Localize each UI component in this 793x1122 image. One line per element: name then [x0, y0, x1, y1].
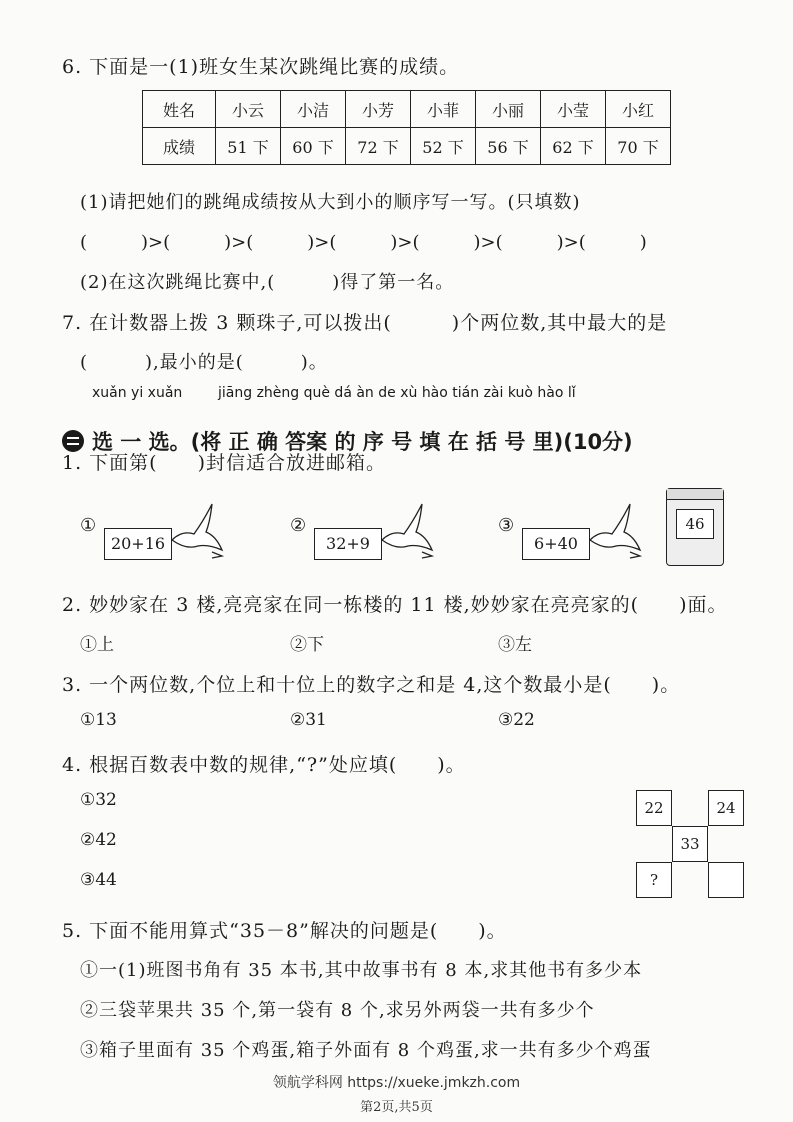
table-cell: 62 下	[541, 128, 606, 165]
s2q1-text: 1. 下面第( )封信适合放进邮箱。	[62, 452, 386, 474]
option: ③左	[498, 635, 532, 655]
table-cell: 成绩	[143, 128, 216, 165]
s2q2-text: 2. 妙妙家在 3 楼,亮亮家在同一栋楼的 11 楼,妙妙家在亮亮家的( )面。	[62, 594, 728, 616]
table-cell: 小芳	[346, 91, 411, 128]
q6-answer-blanks: ( )>( )>( )>( )>( )>( )>( )	[80, 232, 647, 253]
section-pinyin-right: jiāng zhèng què dá àn de xù hào tián zài kuò hào lǐ	[218, 385, 576, 401]
grid-cell: 33	[672, 826, 708, 862]
table-cell: 姓名	[143, 91, 216, 128]
dove-icon	[168, 500, 224, 560]
q7-line2: ( ),最小的是( )。	[80, 352, 328, 373]
option: ②三袋苹果共 35 个,第一袋有 8 个,求另外两袋一共有多少个	[80, 1000, 595, 1021]
grid-cell: 24	[708, 790, 744, 826]
table-cell: 小莹	[541, 91, 606, 128]
s2q5-text: 5. 下面不能用算式“35－8”解决的问题是( )。	[62, 920, 507, 942]
table-cell: 小菲	[411, 91, 476, 128]
envelope: 32+9	[314, 528, 382, 560]
option: ②42	[80, 830, 117, 850]
table-row	[143, 128, 671, 165]
option: ②31	[290, 710, 327, 730]
mailbox-number: 46	[676, 509, 714, 539]
table-cell: 70 下	[606, 128, 671, 165]
option: ①上	[80, 635, 114, 655]
option: ②下	[290, 635, 324, 655]
table-cell: 小红	[606, 91, 671, 128]
grid-cell: 22	[636, 790, 672, 826]
q6-sub1: (1)请把她们的跳绳成绩按从大到小的顺序写一写。(只填数)	[80, 192, 581, 213]
s2q3-text: 3. 一个两位数,个位上和十位上的数字之和是 4,这个数最小是( )。	[62, 674, 681, 696]
table-cell: 小洁	[281, 91, 346, 128]
section-title: 选 一 选。(将 正 确 答案 的 序 号 填 在 括 号 里)(10分)	[92, 430, 633, 454]
table-cell: 72 下	[346, 128, 411, 165]
score-table	[142, 90, 671, 165]
option: ①一(1)班图书角有 35 本书,其中故事书有 8 本,求其他书有多少本	[80, 960, 643, 981]
q7-line1: 7. 在计数器上拨 3 颗珠子,可以拨出( )个两位数,其中最大的是	[62, 312, 668, 334]
s2q4-text: 4. 根据百数表中数的规律,“?”处应填( )。	[62, 754, 466, 776]
option-mark: ③	[498, 515, 515, 536]
option: ③44	[80, 870, 117, 890]
envelope: 6+40	[522, 528, 590, 560]
table-cell: 60 下	[281, 128, 346, 165]
option: ①32	[80, 790, 117, 810]
table-cell: 56 下	[476, 128, 541, 165]
dove-icon	[378, 500, 434, 560]
option: ①13	[80, 710, 117, 730]
table-cell: 51 下	[216, 128, 281, 165]
table-cell: 52 下	[411, 128, 476, 165]
option-mark: ①	[80, 515, 97, 536]
mailbox	[666, 488, 724, 566]
dove-icon	[586, 500, 642, 560]
footer-page-number: 第2页,共5页	[360, 1100, 433, 1115]
mailbox-lid	[667, 489, 723, 500]
table-cell: 小云	[216, 91, 281, 128]
option-mark: ②	[290, 515, 307, 536]
footer-site: 领航学科网 https://xueke.jmkzh.com	[272, 1075, 521, 1091]
grid-cell: ?	[636, 862, 672, 898]
table-cell: 小丽	[476, 91, 541, 128]
envelope: 20+16	[104, 528, 172, 560]
grid-cell	[708, 862, 744, 898]
option: ③22	[498, 710, 535, 730]
option: ③箱子里面有 35 个鸡蛋,箱子外面有 8 个鸡蛋,求一共有多少个鸡蛋	[80, 1040, 652, 1061]
table-row	[143, 91, 671, 128]
q6-sub2: (2)在这次跳绳比赛中,( )得了第一名。	[80, 272, 455, 293]
q6-title: 6. 下面是一(1)班女生某次跳绳比赛的成绩。	[62, 56, 460, 78]
section-pinyin-left: xuǎn yi xuǎn	[92, 385, 183, 401]
